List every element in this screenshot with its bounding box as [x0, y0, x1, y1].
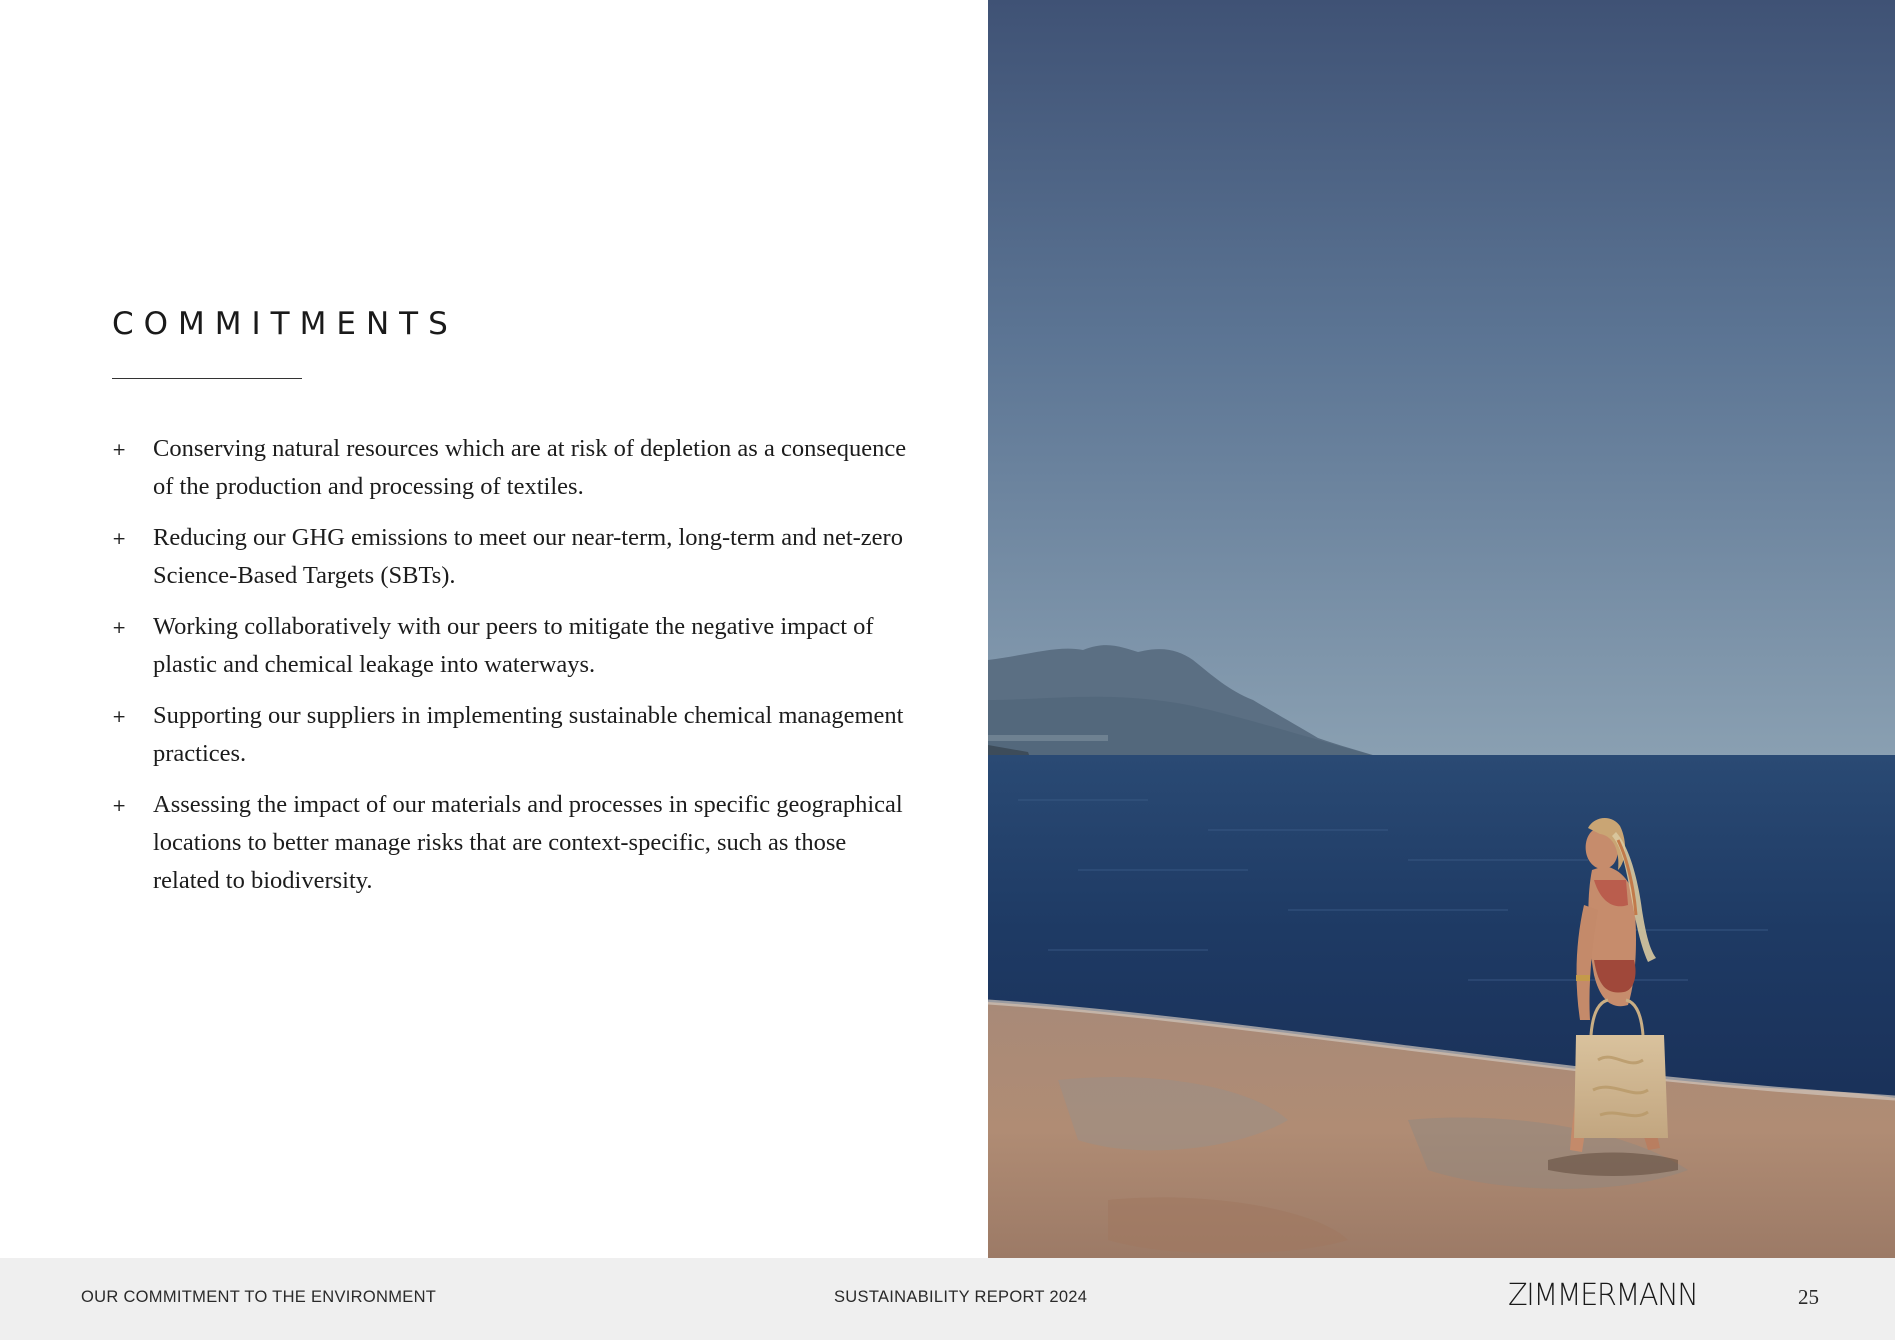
brand-logo: ZIMMERMANN	[1508, 1278, 1698, 1313]
page-number: 25	[1798, 1285, 1819, 1309]
title-divider	[112, 378, 302, 379]
page-footer	[0, 1258, 1895, 1340]
sky	[988, 0, 1895, 760]
coastal-photo	[988, 0, 1895, 1258]
plus-bullet-icon: +	[112, 796, 127, 816]
plus-bullet-icon: +	[112, 618, 127, 638]
footer-section-label: OUR COMMITMENT TO THE ENVIRONMENT	[81, 1288, 437, 1306]
list-item	[112, 697, 912, 773]
text-panel	[0, 0, 988, 1258]
commitments-list	[112, 430, 912, 913]
tote-bag	[1574, 1035, 1668, 1138]
section-title: COMMITMENTS	[112, 306, 458, 342]
photo-illustration	[988, 0, 1895, 1258]
plus-bullet-icon: +	[112, 529, 127, 549]
plus-bullet-icon: +	[112, 440, 127, 460]
commitment-text: Supporting our suppliers in implementing sustainable chemical management practices.	[153, 702, 904, 767]
list-item	[112, 608, 912, 684]
commitment-text: Reducing our GHG emissions to meet our near-term, long-term and net-zero Science-Based Targets (SBTs).	[153, 524, 903, 589]
commitment-text: Assessing the impact of our materials and processes in specific geographical locations to better manage risks that are context-specific, such as those related to biodiversity.	[153, 791, 903, 894]
footer-report-title: SUSTAINABILITY REPORT 2024	[834, 1288, 1088, 1306]
list-item	[112, 519, 912, 595]
list-item	[112, 430, 912, 506]
commitment-text: Conserving natural resources which are at risk of depletion as a consequence of the production and processing of textiles.	[153, 435, 907, 500]
plus-bullet-icon: +	[112, 707, 127, 727]
list-item	[112, 786, 912, 900]
commitment-text: Working collaboratively with our peers to mitigate the negative impact of plastic and chemical leakage into waterways.	[153, 613, 874, 678]
